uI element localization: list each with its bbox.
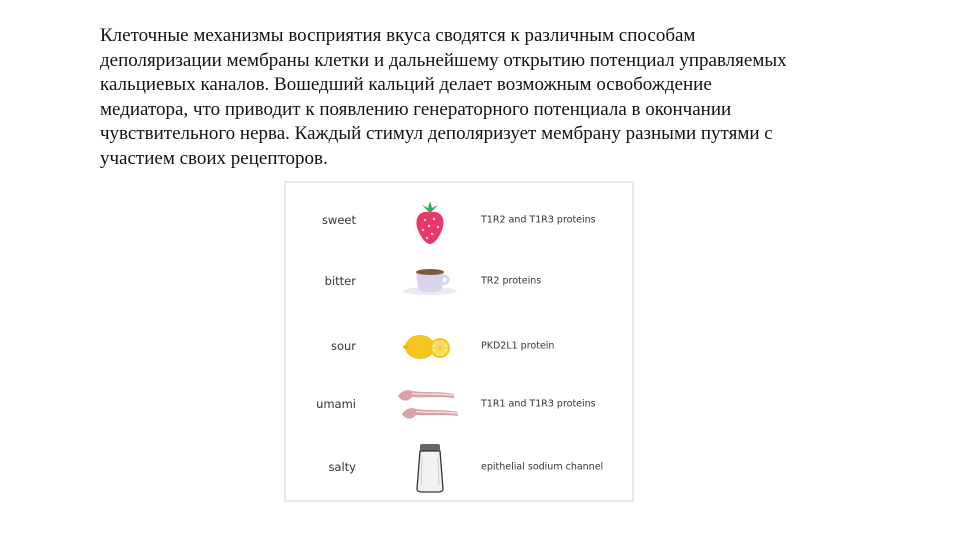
taste-row-salty (286, 437, 632, 497)
receptor-label: T1R2 and T1R3 proteins (481, 214, 596, 226)
coffee-cup-icon (394, 251, 466, 311)
taste-row-sweet (286, 190, 632, 250)
bacon-icon (394, 374, 466, 434)
taste-name: umami (316, 397, 356, 411)
taste-row-bitter (286, 251, 632, 311)
taste-name: sour (330, 339, 356, 353)
receptor-label: T1R1 and T1R3 proteins (481, 398, 596, 410)
paragraph-line: медиатора, что приводит к появлению генераторного потенциала в окончании (100, 98, 732, 120)
taste-name: bitter (324, 274, 356, 288)
paragraph-line: кальциевых каналов. Вошедший кальций делает возможным освобождение (100, 74, 712, 95)
taste-row-umami (286, 374, 632, 434)
taste-row-sour (286, 316, 632, 376)
receptor-label: PKD2L1 protein (481, 340, 555, 352)
paragraph-line: деполяризации мембраны клетки и дальнейшему открытию потенциал управляемых (100, 49, 787, 71)
strawberry-icon (394, 190, 466, 250)
paragraph-line: участием своих рецепторов. (100, 147, 328, 169)
salt-shaker-icon (394, 437, 466, 497)
taste-receptors-figure (284, 181, 634, 502)
receptor-label: epithelial sodium channel (481, 461, 604, 473)
receptor-label: TR2 proteins (481, 275, 542, 287)
body-paragraph (100, 24, 920, 171)
taste-name: sweet (321, 213, 356, 227)
paragraph-line: Клеточные механизмы восприятия вкуса сводятся к различным способам (100, 25, 696, 46)
taste-name: salty (328, 460, 356, 474)
lemon-icon (394, 316, 466, 376)
paragraph-line: чувствительного нерва. Каждый стимул деполяризует мембрану разными путями с (100, 123, 773, 144)
